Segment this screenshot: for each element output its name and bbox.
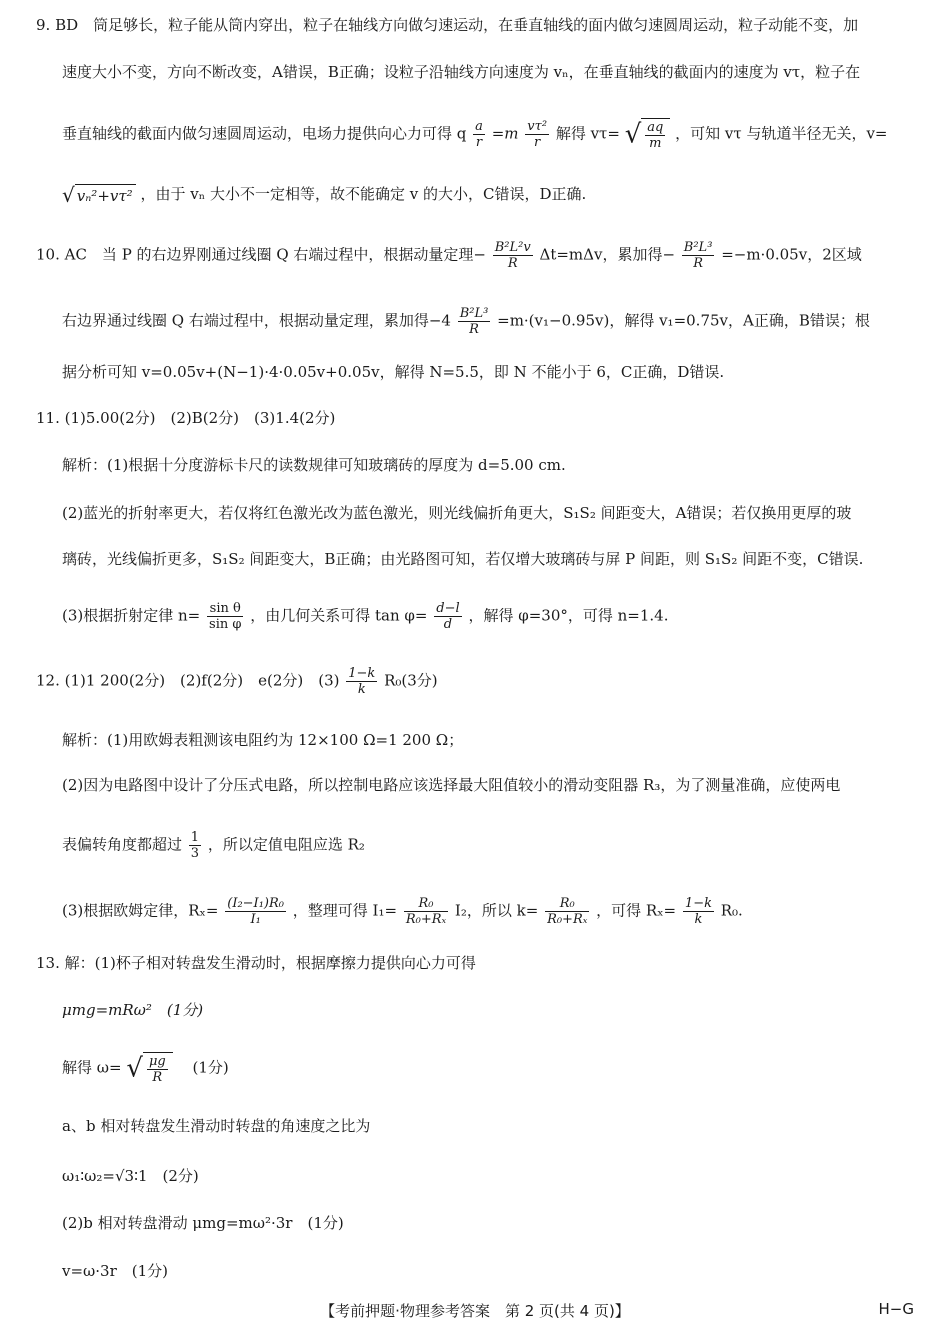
q12-analysis-4: (3)根据欧姆定律，Rₓ= $\frac{\text{(I₂−I₁)R₀}}{\text{I₁}}$ ，整理可得 I₁= $\frac{\text{R₀}}{\text{R₀+Rₓ}}$ I₂，所以 k= $\frac{\text{R₀}}{\text{R₀+Rₓ}}$ ，可得 Rₓ= $\frac{1-k}{k}$ R₀.	[62, 896, 743, 927]
fraction-rx-result: $\frac{1-k}{k}$	[684, 896, 712, 927]
q9-line-2: 速度大小不变，方向不断改变，A错误，B正确；设粒子沿轴线方向速度为 vₙ，在垂直轴线的截面内的速度为 vτ，粒子在	[62, 63, 861, 81]
fraction-vt2-over-r: $\frac{\text{vτ²}}{r}$	[527, 119, 548, 150]
q13-line-4: a、b 相对转盘发生滑动时转盘的角速度之比为	[62, 1117, 371, 1135]
q13-line-7: v=ω·3r (1分)	[62, 1262, 169, 1280]
sqrt-velocity: √ vₙ²+vτ²	[62, 180, 136, 210]
q9-line-3: 垂直轴线的截面内做匀速圆周运动，电场力提供向心力可得 q $\frac{a}{r}$ =m $\frac{\text{vτ²}}{r}$ 解得 vτ= √ $\frac{aq}{m}$ ，可知 vτ 与轨道半径无关，v=	[62, 119, 888, 151]
q9-line-1: 9. BD 筒足够长，粒子能从筒内穿出，粒子在轴线方向做匀速运动，在垂直轴线的面内做匀速圆周运动，粒子动能不变，加	[36, 16, 859, 34]
q10-line-1: 10. AC 当 P 的右边界刚通过线圈 Q 右端过程中，根据动量定理− $\frac{\text{B²L²v}}{R}$ Δt=mΔv，累加得− $\frac{\text{B²L³}}{R}$ =−m·0.05v，2区域	[36, 240, 862, 271]
q9-line-4: √ vₙ²+vτ² ，由于 vₙ 大小不一定相等，故不能确定 v 的大小，C错误，D正确.	[62, 180, 586, 210]
q13-line-2: μmg=mRω² (1分)	[62, 1001, 204, 1019]
q13-line-1: 13. 解：(1)杯子相对转盘发生滑动时，根据摩擦力提供向心力可得	[36, 954, 476, 972]
q12-analysis-2: (2)因为电路图中设计了分压式电路，所以控制电路应该选择最大阻值较小的滑动变阻器 R₃，为了测量准确，应使两电	[62, 776, 841, 794]
q10-line-2: 右边界通过线圈 Q 右端过程中，根据动量定理，累加得−4 $\frac{\text{B²L³}}{R}$ =m·(v₁−0.95v)，解得 v₁=0.75v，A正确，B错误；根	[62, 306, 870, 337]
sqrt-mug-over-r: √ $\frac{\mu g}{R}$	[126, 1052, 172, 1085]
q12-analysis-1: 解析：(1)用欧姆表粗测该电阻约为 12×100 Ω=1 200 Ω；	[62, 731, 464, 749]
fraction-k: $\frac{\text{R₀}}{\text{R₀+Rₓ}}$	[547, 896, 588, 927]
q13-line-3: 解得 ω= √ $\frac{\mu g}{R}$ (1分)	[62, 1053, 229, 1085]
fraction-1-minus-k-over-k: $\frac{1-k}{k}$	[348, 666, 376, 697]
fraction-i1: $\frac{\text{R₀}}{\text{R₀+Rₓ}}$	[405, 896, 447, 927]
q11-analysis-3: 璃砖，光线偏折更多，S₁S₂ 间距变大，B正确；由光路图可知，若仅增大玻璃砖与屏 P 间距，则 S₁S₂ 间距不变，C错误.	[62, 550, 864, 568]
fraction-sin: $\frac{\text{sin θ}}{\text{sin φ}}$	[209, 601, 242, 632]
q11-analysis-2: (2)蓝光的折射率更大，若仅将红色激光改为蓝色激光，则光线偏折角更大，S₁S₂ 间距变大，A错误；若仅换用更厚的玻	[62, 504, 852, 522]
fraction-d-minus-l-over-d: $\frac{d-l}{d}$	[436, 601, 460, 632]
footer-code: H−G	[878, 1300, 914, 1318]
fraction-b2l3-over-r: $\frac{\text{B²L³}}{R}$	[683, 240, 713, 271]
fraction-a-over-r: $\frac{a}{r}$	[475, 119, 483, 150]
fraction-b2l2v-over-r: $\frac{\text{B²L²v}}{R}$	[494, 240, 531, 271]
q13-line-6: (2)b 相对转盘滑动 μmg=mω²·3r (1分)	[62, 1214, 344, 1232]
fraction-b2l3-over-r-2: $\frac{\text{B²L³}}{R}$	[459, 306, 489, 337]
q11-answer: 11. (1)5.00(2分) (2)B(2分) (3)1.4(2分)	[36, 409, 336, 427]
q11-analysis-4: (3)根据折射定律 n= $\frac{\text{sin θ}}{\text{sin φ}}$ ，由几何关系可得 tan φ= $\frac{d-l}{d}$ ，解得 φ=30°，可得 n=1.4.	[62, 601, 669, 632]
sqrt-aq-over-m: √ $\frac{aq}{m}$	[625, 118, 671, 151]
q12-analysis-3: 表偏转角度都超过 $\frac{1}{3}$ ，所以定值电阻应选 R₂	[62, 830, 365, 861]
q11-analysis-1: 解析：(1)根据十分度游标卡尺的读数规律可知玻璃砖的厚度为 d=5.00 cm.	[62, 456, 566, 474]
q13-line-5: ω₁∶ω₂=√3∶1 (2分)	[62, 1167, 199, 1185]
page-footer: 【考前押题·物理参考答案 第 2 页(共 4 页)】	[320, 1302, 630, 1320]
q10-line-3: 据分析可知 v=0.05v+(N−1)·4·0.05v+0.05v，解得 N=5.5，即 N 不能小于 6，C正确，D错误.	[62, 363, 725, 381]
fraction-one-third: $\frac{1}{3}$	[190, 830, 200, 861]
fraction-rx: $\frac{\text{(I₂−I₁)R₀}}{\text{I₁}}$	[227, 896, 284, 927]
q12-answer: 12. (1)1 200(2分) (2)f(2分) e(2分) (3) $\frac{1-k}{k}$ R₀(3分)	[36, 666, 438, 697]
